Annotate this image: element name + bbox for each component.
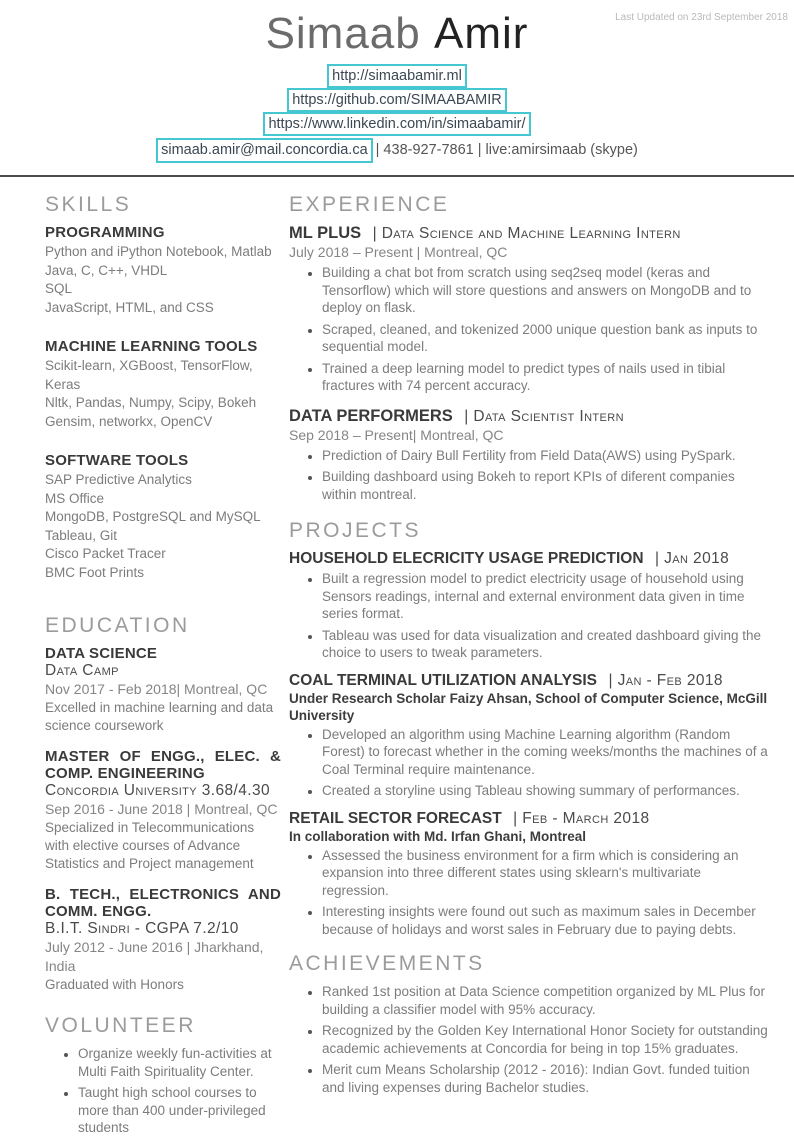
bullet-item: • Assessed the business environment for a firm which is considering an expansion into three different states using sklearn's multivariate regression. [322, 847, 770, 900]
section-title-volunteer: VOLUNTEER [45, 1014, 196, 1037]
left-column [45, 193, 281, 1147]
bullet-item: • Recognized by the Golden Key International Honor Society for outstanding academic achievements at Concordia for being in top 15% graduates. [322, 1022, 770, 1057]
project-entry [289, 672, 770, 800]
section-title-education: EDUCATION [45, 614, 190, 637]
project-subtitle: In collaboration with Md. Irfan Ghani, Montreal [289, 828, 587, 844]
section-title-experience: EXPERIENCE [289, 193, 450, 216]
bullet-item: • Merit cum Means Scholarship (2012 - 2016): Indian Govt. funded tuition and living expenses during Bachelor studies. [322, 1061, 770, 1096]
experience-entry [289, 407, 770, 504]
bullet-item: • Prediction of Dairy Bull Fertility from Field Data(AWS) using PySpark. [322, 447, 770, 465]
skill-line: BMC Foot Prints [45, 564, 145, 580]
bullet-item: • Interesting insights were found out such as maximum sales in December because of holidays and worst sales in February due to paying debts. [322, 903, 770, 938]
bullet-item: • Taught high school courses to more than 400 under-privileged students [78, 1084, 281, 1137]
education-note: Graduated with Honors [45, 977, 184, 992]
job-dates: Sep 2018 – Present| Montreal, QC [289, 426, 504, 443]
job-heading [289, 224, 770, 243]
resume-body [0, 177, 794, 1147]
project-bullet-list [289, 847, 770, 939]
job-bullet-list [289, 264, 770, 395]
project-heading [289, 810, 770, 828]
school-name: Concordia University 3.68/4.30 [45, 782, 270, 799]
bullet-item: • Developed an algorithm using Machine Learning algorithm (Random Forest) to forecast whether in the coming weeks/months the machines of a Coal Terminal require maintenance. [322, 726, 770, 779]
experience-entry [289, 224, 770, 395]
skill-line: Python and iPython Notebook, Matlab [45, 244, 272, 259]
job-heading [289, 407, 770, 426]
skill-line: Tableau, Git [45, 527, 118, 543]
project-bullet-list [289, 726, 770, 800]
skill-line: Gensim, networkx, OpenCV [45, 413, 213, 429]
skill-line: Cisco Packet Tracer [45, 546, 166, 561]
project-entry [289, 550, 770, 662]
last-name: Amir [433, 9, 529, 58]
job-dates: July 2018 – Present | Montreal, QC [289, 244, 508, 260]
email-link[interactable]: simaab.amir@mail.concordia.ca [156, 138, 373, 163]
school-name: B.I.T. Sindri - CGPA 7.2/10 [45, 920, 239, 937]
skill-group-title: PROGRAMMING [45, 224, 165, 241]
github-link[interactable]: https://github.com/SIMAABAMIR [287, 88, 507, 112]
project-date: | Feb - March 2018 [513, 809, 650, 827]
project-name: RETAIL SECTOR FORECAST [289, 809, 502, 827]
skill-group-ml-tools [45, 338, 281, 431]
school-name: Data Camp [45, 662, 119, 679]
bullet-item: • Building a chat bot from scratch using seq2seq model (keras and Tensorflow) which will store questions and answers on MongoDB and to deploy on flask. [322, 264, 770, 317]
bullet-item: • Building dashboard using Bokeh to report KPIs of diferent companies within montreal. [322, 468, 770, 503]
skill-line: Nltk, Pandas, Numpy, Scipy, Bokeh [45, 395, 257, 410]
bullet-item: • Trained a deep learning model to predict types of nails used in tibial fractures with 74 percent accuracy. [322, 360, 770, 395]
skill-line: MongoDB, PostgreSQL and MySQL [45, 509, 261, 524]
skill-group-title: SOFTWARE TOOLS [45, 452, 189, 469]
project-date: | Jan - Feb 2018 [608, 671, 723, 689]
contact-line [0, 138, 794, 163]
education-note: Excelled in machine learning and data science coursework [45, 700, 274, 733]
skill-line: Scikit-learn, XGBoost, TensorFlow, Keras [45, 358, 253, 392]
skill-line: JavaScript, HTML, and CSS [45, 299, 214, 315]
education-entry [45, 645, 281, 735]
skill-group-title: MACHINE LEARNING TOOLS [45, 338, 258, 355]
job-bullet-list [289, 447, 770, 504]
first-name: Simaab [265, 9, 421, 58]
bullet-item: • Ranked 1st position at Data Science competition organized by ML Plus for building a classifier model with 95% accuracy. [322, 983, 770, 1018]
link-list [0, 64, 794, 136]
website-link[interactable]: http://simaabamir.ml [327, 64, 467, 88]
bullet-item: • Organize weekly fun-activities at Multi Faith Spirituality Center. [78, 1045, 281, 1080]
section-title-achievements: ACHIEVEMENTS [289, 952, 485, 975]
degree-title: B. TECH., ELECTRONICS AND COMM. ENGG. [45, 886, 281, 920]
skill-group-software-tools [45, 452, 281, 582]
section-title-skills: SKILLS [45, 193, 132, 216]
bullet-item: • Scraped, cleaned, and tokenized 2000 unique question bank as inputs to sequential model. [322, 321, 770, 356]
bullet-item: • Created a storyline using Tableau showing summary of performances. [322, 782, 770, 800]
education-dates: Sep 2016 - June 2018 | Montreal, QC [45, 801, 278, 817]
company-name: ML PLUS [289, 224, 362, 242]
volunteer-section [45, 1014, 281, 1137]
project-entry [289, 810, 770, 939]
resume-header [0, 0, 794, 163]
company-name: DATA PERFORMERS [289, 406, 453, 425]
skill-line: SQL [45, 281, 73, 296]
project-bullet-list [289, 570, 770, 662]
phone-and-skype: | 438-927-7861 | live:amirsimaab (skype) [375, 142, 638, 158]
project-date: | Jan 2018 [654, 550, 730, 567]
education-entry [45, 748, 281, 873]
project-name: COAL TERMINAL UTILIZATION ANALYSIS [289, 671, 597, 689]
job-role: | Data Scientist Intern [464, 407, 624, 425]
education-section [45, 614, 281, 994]
linkedin-link[interactable]: https://www.linkedin.com/in/simaabamir/ [263, 112, 530, 136]
degree-title: DATA SCIENCE [45, 645, 158, 662]
project-name: HOUSEHOLD ELECRICITY USAGE PREDICTION [289, 550, 644, 567]
right-column [289, 193, 770, 1147]
project-heading [289, 672, 770, 690]
education-dates: July 2012 - June 2016 | Jharkhand, India [45, 939, 264, 974]
job-role: | Data Science and Machine Learning Intern [372, 225, 681, 242]
degree-title: MASTER OF ENGG., ELEC. & COMP. ENGINEERING [45, 748, 281, 782]
section-title-projects: PROJECTS [289, 519, 422, 542]
skill-line: MS Office [45, 490, 105, 506]
project-heading [289, 550, 770, 568]
skill-line: Java, C, C++, VHDL [45, 262, 168, 278]
last-updated-note: Last Updated on 23rd September 2018 [615, 12, 788, 23]
education-note: Specialized in Telecommunications with elective courses of Advance Statistics and Project management [45, 820, 255, 871]
project-subtitle: Under Research Scholar Faizy Ahsan, School of Computer Science, McGill University [289, 690, 768, 723]
volunteer-bullet-list [45, 1045, 281, 1137]
bullet-item: • Tableau was used for data visualization and created dashboard giving the choice to users to tweak parameters. [322, 627, 770, 662]
bullet-item: • Built a regression model to predict electricity usage of household using Sensors readings, internal and external environment data given in time series format. [322, 570, 770, 623]
skill-group-programming [45, 224, 281, 317]
education-entry [45, 886, 281, 994]
education-dates: Nov 2017 - Feb 2018| Montreal, QC [45, 681, 268, 697]
skill-line: SAP Predictive Analytics [45, 472, 192, 487]
achievements-bullet-list [289, 983, 770, 1096]
